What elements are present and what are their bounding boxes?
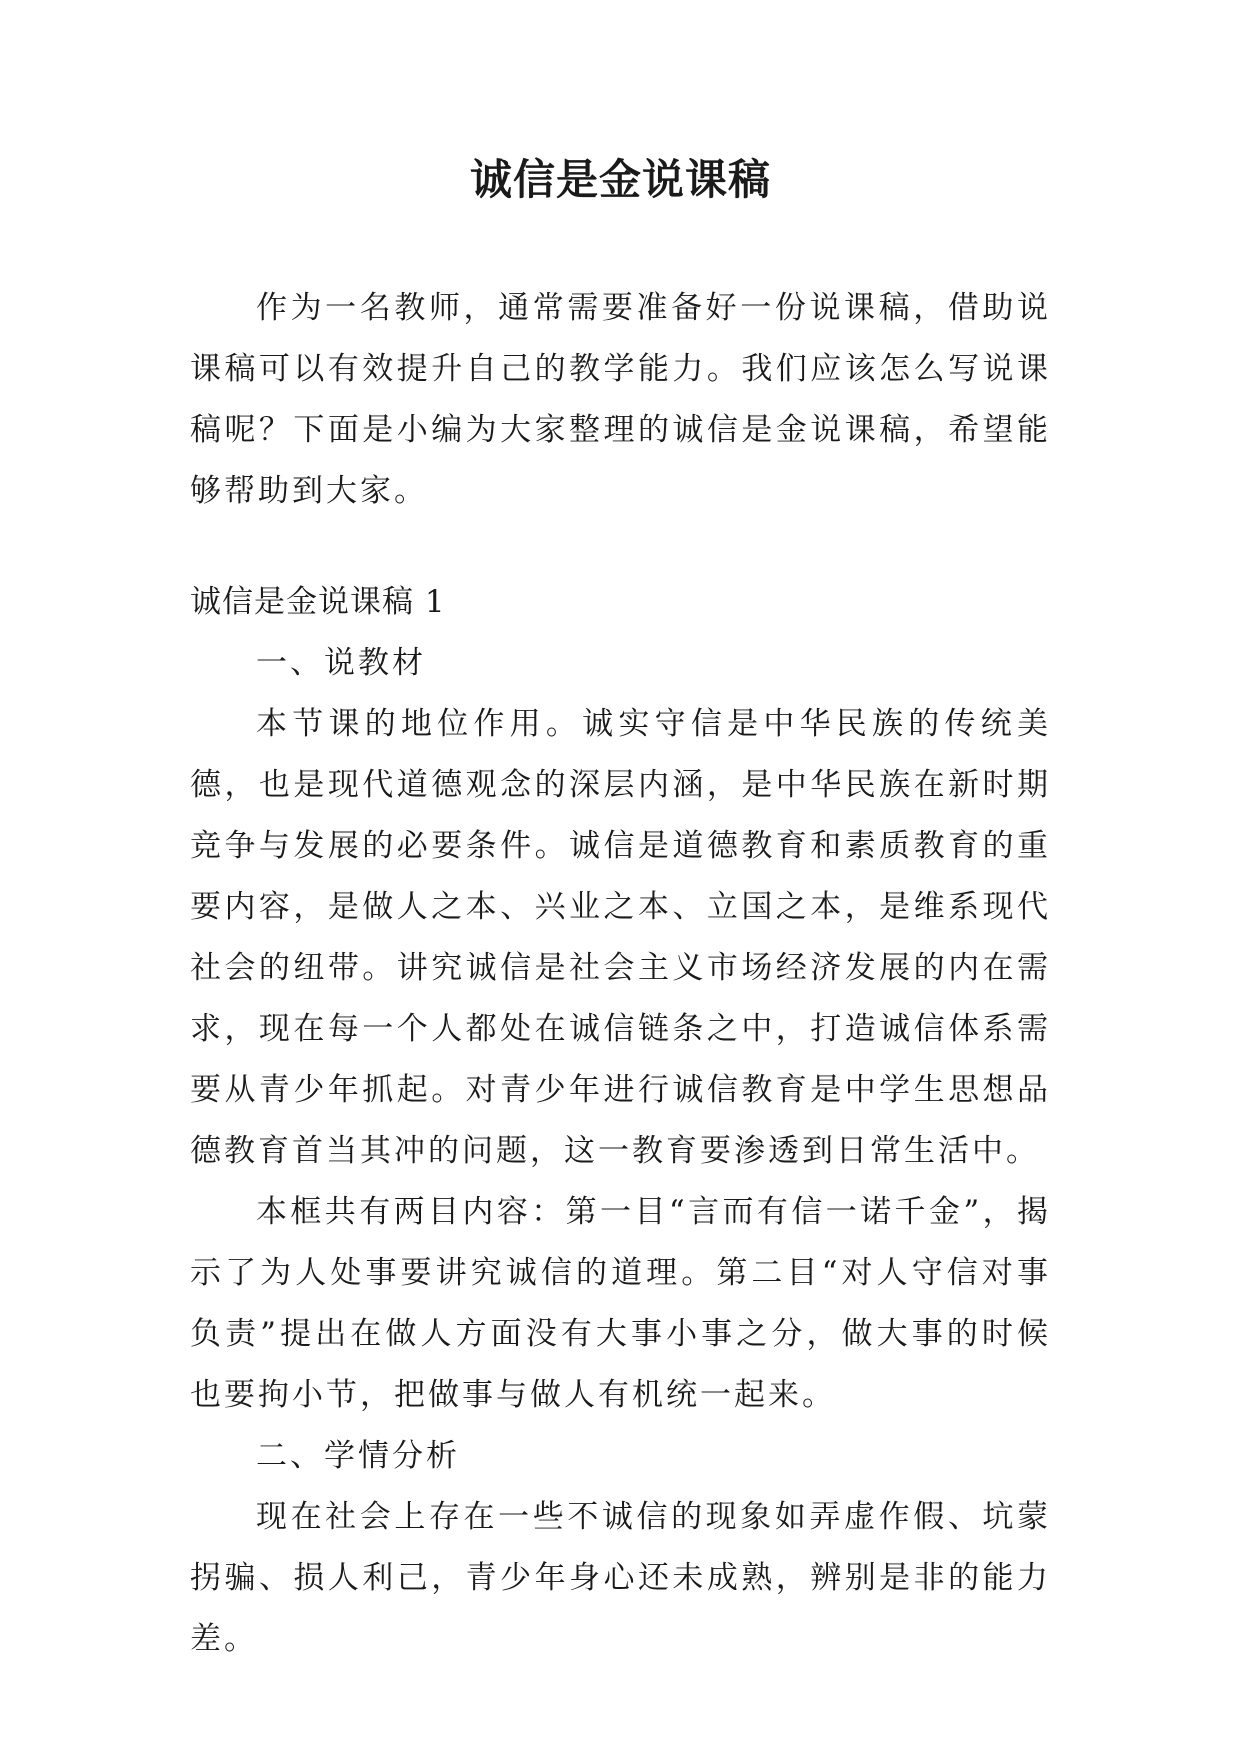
heading-student-analysis: 二、学情分析 [256,1438,460,1474]
spacer [190,522,1051,572]
document-body [190,278,1051,1670]
paragraph-content-overview: 本框共有两目内容：第一目“言而有信一诺千金”，揭示了为人处事要讲究诚信的道理。第二目“对人守信对事负责”提出在做人方面没有大事小事之分，做大事的时候也要拘小节，把做事与做人有机统一起来。 [190,1194,1051,1413]
paragraph-student-analysis: 现在社会上存在一些不诚信的现象如弄虚作假、坑蒙拐骗、损人利己，青少年身心还未成熟，辨别是非的能力差。 [190,1499,1051,1657]
intro-paragraph: 作为一名教师，通常需要准备好一份说课稿，借助说课稿可以有效提升自己的教学能力。我们应该怎么写说课稿呢？下面是小编为大家整理的诚信是金说课稿，希望能够帮助到大家。 [190,290,1051,509]
document-title: 诚信是金说课稿 [469,155,771,204]
paragraph-role: 本节课的地位作用。诚实守信是中华民族的传统美德，也是现代道德观念的深层内涵，是中华民族在新时期竞争与发展的必要条件。诚信是道德教育和素质教育的重要内容，是做人之本、兴业之本、立国之本，是维系现代社会的纽带。讲究诚信是社会主义市场经济发展的内在需求，现在每一个人都处在诚信链条之中，打造诚信体系需要从青少年抓起。对青少年进行诚信教育是中学生思想品德教育首当其冲的问题，这一教育要渗透到日常生活中。 [190,706,1051,1169]
heading-teaching-material: 一、说教材 [256,645,426,681]
section-title: 诚信是金说课稿 1 [190,584,446,620]
